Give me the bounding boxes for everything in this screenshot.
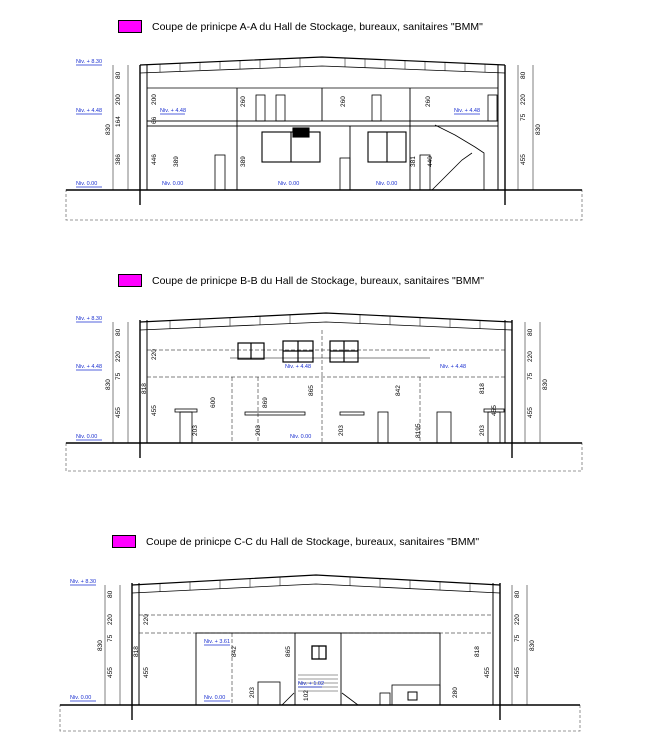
dim-label: 220 xyxy=(527,351,534,362)
dim-label: 75 xyxy=(527,372,534,380)
level-marker-ground: Niv. 0.00 xyxy=(70,695,92,701)
dim-label: 440 xyxy=(427,156,434,167)
section-legend xyxy=(112,535,479,548)
dim-label: 818 xyxy=(479,383,486,394)
level-marker-ground: Niv. 0.00 xyxy=(376,181,398,187)
dim-label: 80 xyxy=(115,71,122,79)
dim-label: 220 xyxy=(520,94,527,105)
dim-label: 203 xyxy=(338,425,345,436)
dim-label: 842 xyxy=(395,385,402,396)
dim-label: 446 xyxy=(151,154,158,165)
dim-label: 75 xyxy=(107,634,114,642)
dim-label: 164 xyxy=(115,116,122,127)
dim-label: 203 xyxy=(479,425,486,436)
dim-label: 386 xyxy=(115,154,122,165)
dim-label: 203 xyxy=(249,687,256,698)
level-marker-mid: Niv. + 3.61 xyxy=(204,639,231,645)
dim-label: 830 xyxy=(542,379,549,390)
section-caption: Coupe de prinicpe A-A du Hall de Stockage, bureaux, sanitaires "BMM" xyxy=(152,20,483,33)
level-marker-ground: Niv. + 1.02 xyxy=(298,681,325,687)
level-marker-ground: Niv. 0.00 xyxy=(76,434,98,440)
legend-swatch xyxy=(118,274,142,287)
cross-section-drawing xyxy=(0,55,648,235)
dim-label: 260 xyxy=(240,96,247,107)
dim-label: 600 xyxy=(210,397,217,408)
dim-label: 381 xyxy=(410,156,417,167)
dim-label: 75 xyxy=(115,372,122,380)
level-marker-ground: Niv. 0.00 xyxy=(76,181,98,187)
dim-label: 203 xyxy=(192,425,199,436)
section-legend xyxy=(118,20,483,33)
section-caption: Coupe de prinicpe B-B du Hall de Stockage, bureaux, sanitaires "BMM" xyxy=(152,274,484,287)
dim-label: 8195 xyxy=(415,423,422,438)
dim-label: 830 xyxy=(535,124,542,135)
dim-label: 818 xyxy=(141,383,148,394)
level-marker-top: Niv. + 8.30 xyxy=(70,579,97,585)
level-marker-top: Niv. + 8.30 xyxy=(76,316,103,322)
dim-label: 80 xyxy=(527,328,534,336)
level-marker-mid: Niv. + 4.48 xyxy=(440,364,467,370)
dim-label: 865 xyxy=(285,646,292,657)
dim-label: 830 xyxy=(97,640,104,651)
level-marker-mid: Niv. + 4.48 xyxy=(76,108,103,114)
dim-label: 220 xyxy=(151,349,158,360)
section-caption: Coupe de prinicpe C-C du Hall de Stockage, bureaux, sanitaires "BMM" xyxy=(146,535,480,548)
dim-label: 280 xyxy=(452,687,459,698)
cross-section-drawing xyxy=(0,310,648,490)
dim-label: 455 xyxy=(527,407,534,418)
dim-label: 80 xyxy=(520,71,527,79)
legend-swatch xyxy=(118,20,142,33)
dim-label: 818 xyxy=(133,646,140,657)
level-marker-mid: Niv. + 4.48 xyxy=(454,108,481,114)
dim-label: 66 xyxy=(151,116,158,124)
dim-label: 80 xyxy=(107,590,114,598)
dim-label: 842 xyxy=(231,646,238,657)
dim-label: 389 xyxy=(240,156,247,167)
dim-label: 869 xyxy=(262,397,269,408)
dim-label: 455 xyxy=(491,405,498,416)
level-marker-mid: Niv. + 4.48 xyxy=(76,364,103,370)
level-marker-top: Niv. + 8.30 xyxy=(76,59,103,65)
dim-label: 260 xyxy=(425,96,432,107)
level-marker-mid: Niv. + 4.48 xyxy=(160,108,187,114)
dim-label: 75 xyxy=(514,634,521,642)
section-c-c xyxy=(0,525,648,736)
dim-label: 389 xyxy=(173,156,180,167)
dim-label: 830 xyxy=(105,124,112,135)
dim-label: 200 xyxy=(115,94,122,105)
dim-label: 818 xyxy=(474,646,481,657)
section-b-b xyxy=(0,262,648,492)
dim-label: 455 xyxy=(151,405,158,416)
level-marker-ground: Niv. 0.00 xyxy=(162,181,184,187)
dim-label: 220 xyxy=(115,351,122,362)
dim-label: 200 xyxy=(151,94,158,105)
level-marker-mid: Niv. + 4.48 xyxy=(285,364,312,370)
dim-label: 455 xyxy=(115,407,122,418)
dim-label: 455 xyxy=(143,667,150,678)
section-legend xyxy=(118,274,484,287)
dim-label: 203 xyxy=(255,425,262,436)
dim-label: 455 xyxy=(484,667,491,678)
level-marker-ground: Niv. 0.00 xyxy=(204,695,226,701)
dim-label: 455 xyxy=(514,667,521,678)
dim-label: 455 xyxy=(107,667,114,678)
dim-label: 260 xyxy=(340,96,347,107)
dim-label: 75 xyxy=(520,113,527,121)
dim-label: 80 xyxy=(514,590,521,598)
section-a-a xyxy=(0,0,648,235)
level-marker-ground: Niv. 0.00 xyxy=(290,434,312,440)
dim-label: 830 xyxy=(529,640,536,651)
dim-label: 220 xyxy=(107,614,114,625)
dim-label: 830 xyxy=(105,379,112,390)
dim-label: 220 xyxy=(143,614,150,625)
dim-label: 455 xyxy=(520,154,527,165)
level-marker-ground: Niv. 0.00 xyxy=(278,181,300,187)
cross-section-drawing xyxy=(0,565,648,735)
dim-label: 220 xyxy=(514,614,521,625)
legend-swatch xyxy=(112,535,136,548)
dim-label: 865 xyxy=(308,385,315,396)
dim-label: 102 xyxy=(303,690,310,701)
dim-label: 80 xyxy=(115,328,122,336)
